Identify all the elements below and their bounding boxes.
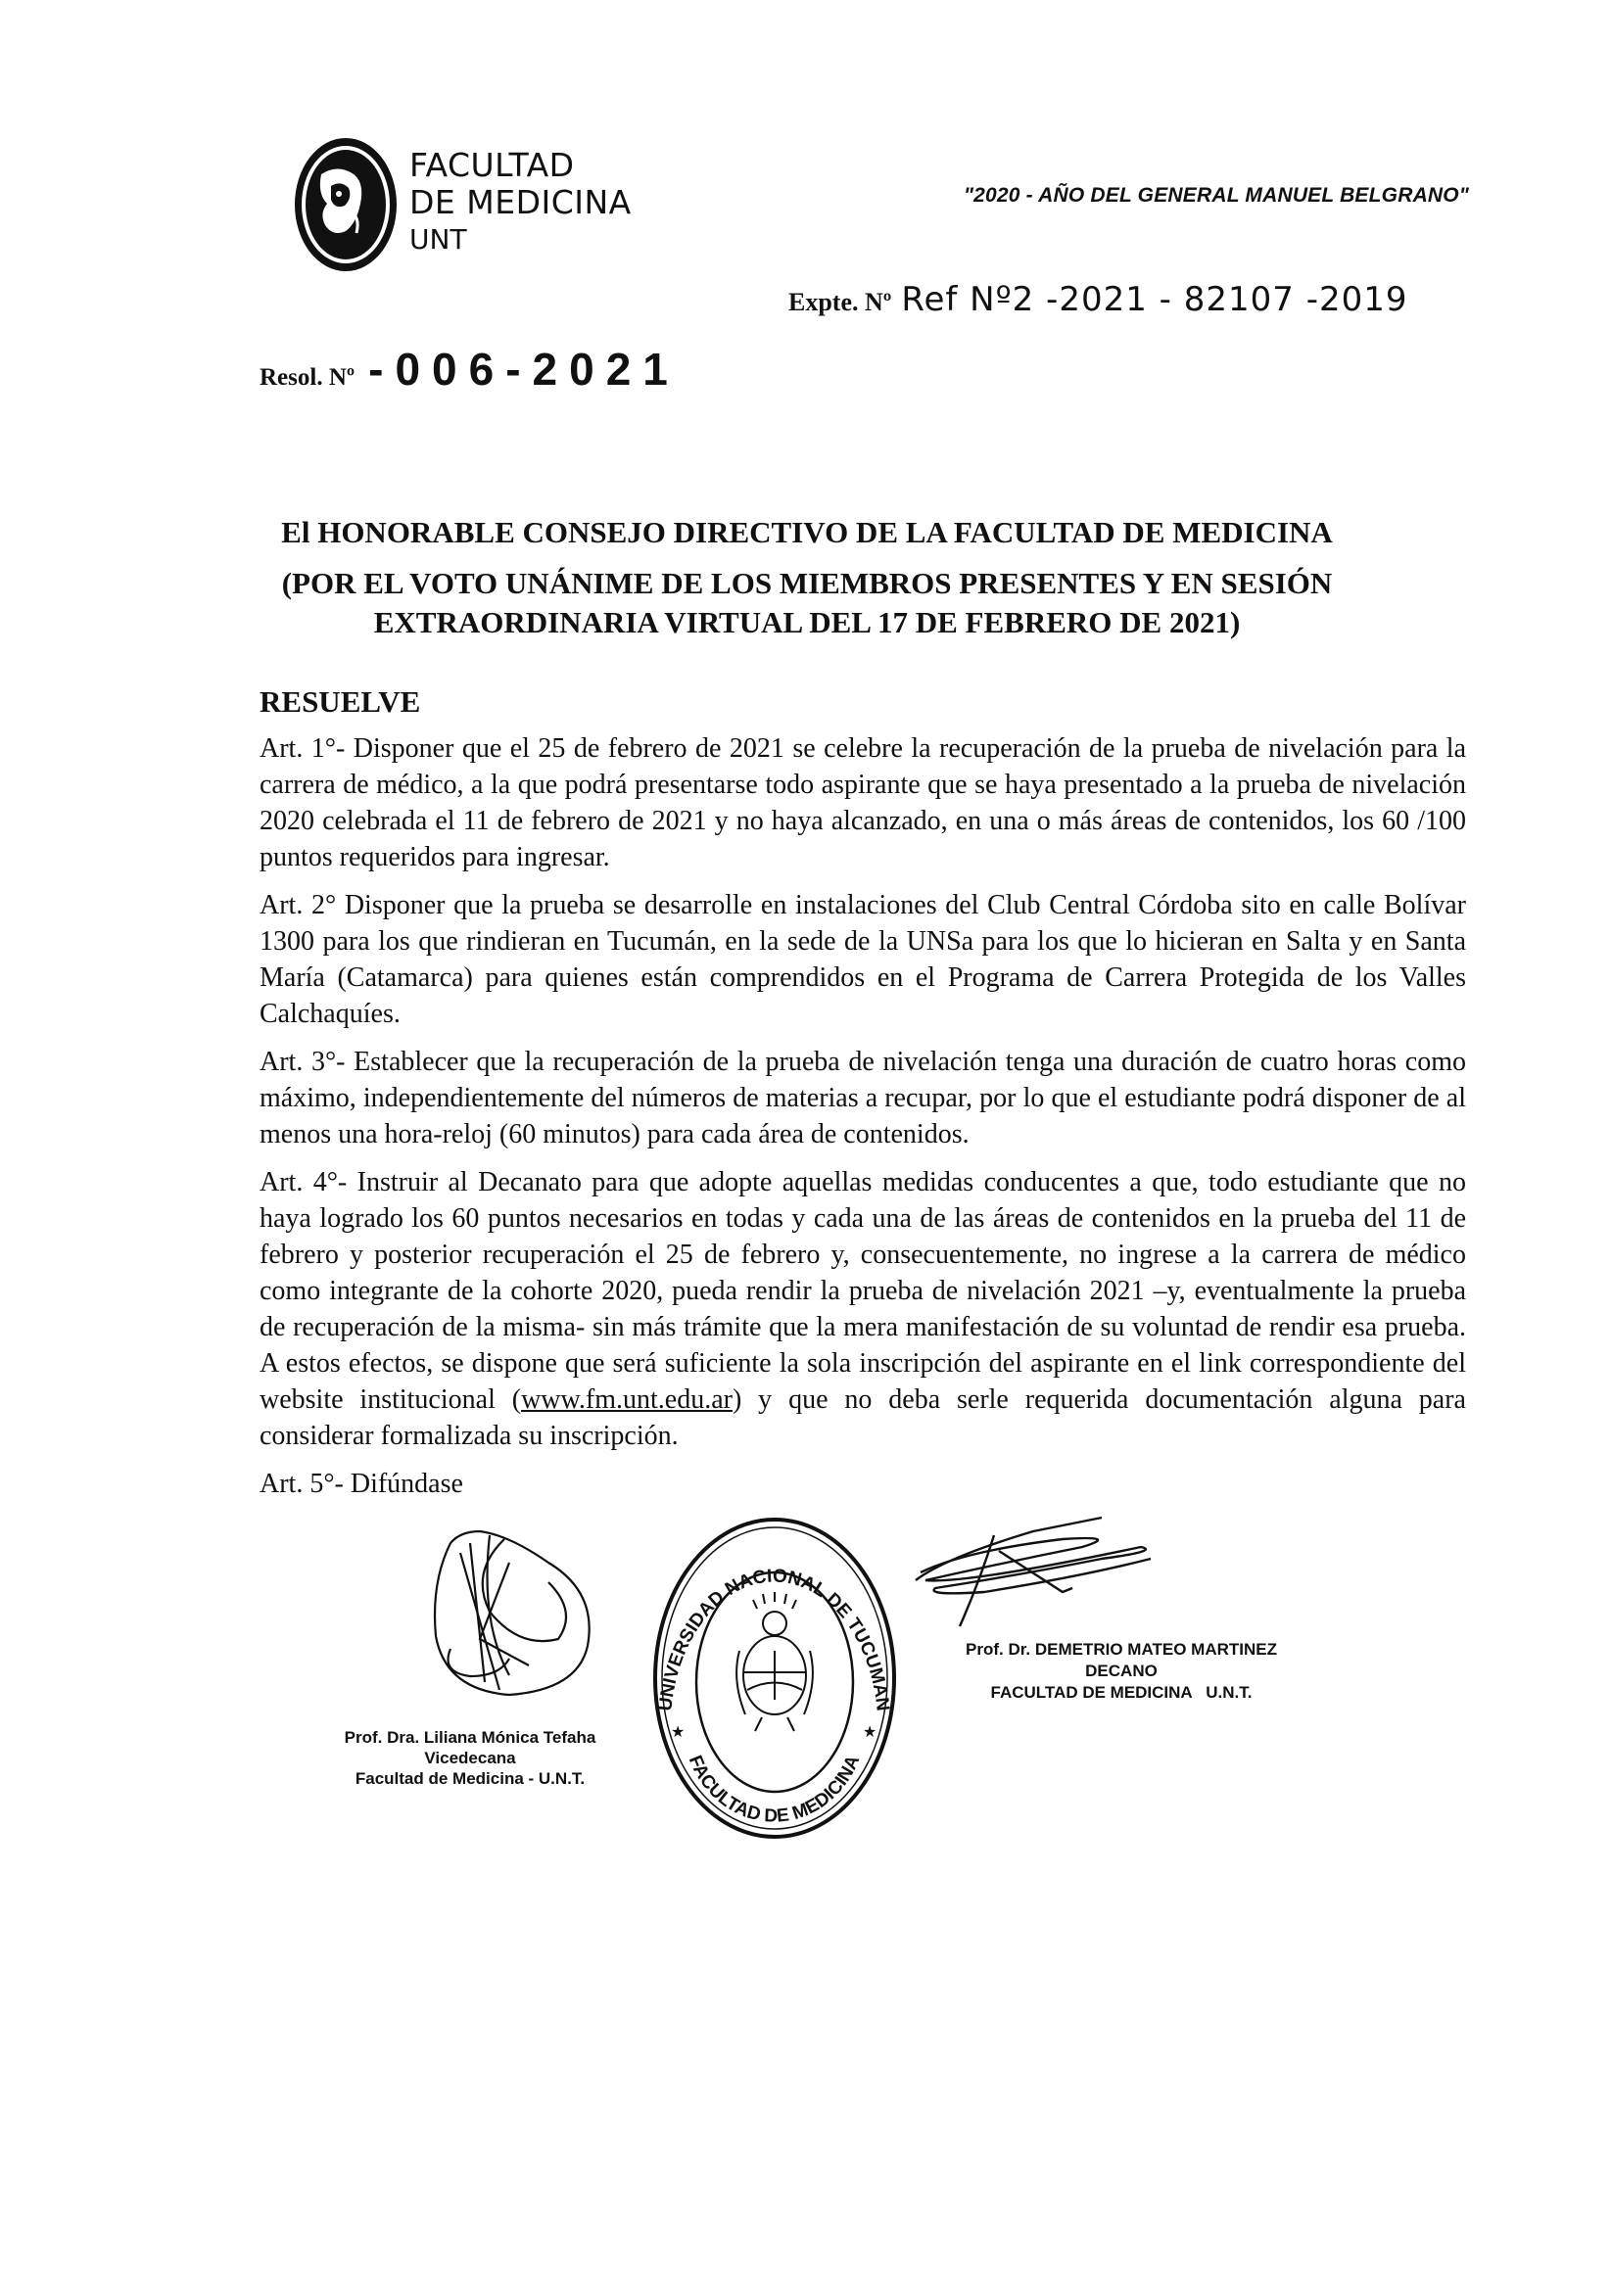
logo-line-3: UNT (409, 223, 467, 256)
faculty-logo-text (409, 147, 632, 258)
article-4 (260, 1164, 1466, 1454)
articles-body (260, 730, 1466, 1502)
expediente-label: Expte. Nº (788, 288, 892, 316)
article-3: Art. 3°- Establecer que la recuperación de la prueba de nivelación tenga una duración de cuatro horas como máximo, independientemente del números de materias a recupar, por lo que el estudiante podrá disponer de al menos una hora-reloj (60 minutos) para cada área de contenidos. (260, 1047, 1466, 1149)
vicedecana-institution: Facultad de Medicina - U.N.T. (355, 1769, 586, 1788)
decano-signature-block (925, 1639, 1317, 1704)
resolution-row (260, 343, 1469, 396)
year-motto: "2020 - AÑO DEL GENERAL MANUEL BELGRANO" (963, 184, 1469, 207)
decano-signature (906, 1514, 1161, 1631)
article-2: Art. 2° Disponer que la prueba se desarrolle en instalaciones del Club Central Córdoba sito en calle Bolívar 1300 para los que rindieran en Tucumán, en la sede de la UNSa para los que lo hicieran en Salta y en Santa María (Catamarca) para quienes están comprendidos en el Programa de Carrera Protegida de los Valles Calchaquíes. (260, 890, 1466, 1029)
vicedecana-name: Prof. Dra. Liliana Mónica Tefaha (344, 1728, 596, 1747)
website-link[interactable]: www.fm.unt.edu.ar (521, 1384, 733, 1415)
stamp-top-text: UNIVERSIDAD NACIONAL DE TUCUMAN (655, 1566, 893, 1712)
stamp-star-right-icon: ★ (863, 1724, 877, 1741)
logo-line-1: FACULTAD (409, 146, 575, 184)
signature-area (260, 1514, 1466, 1847)
decano-name: Prof. Dr. DEMETRIO MATEO MARTINEZ (966, 1640, 1277, 1659)
resuelve-heading: RESUELVE (260, 684, 421, 719)
expediente-number (788, 280, 1469, 319)
university-stamp (649, 1514, 899, 1842)
title-line-vote: (POR EL VOTO UNÁNIME DE LOS MIEMBROS PRESENTES Y EN SESIÓN EXTRAORDINARIA VIRTUAL DEL 17 DE FEBRERO DE 2021) (281, 566, 1333, 639)
faculty-seal-logo (292, 135, 400, 274)
article-1: Art. 1°- Disponer que el 25 de febrero de 2021 se celebre la recuperación de la prueba de nivelación para la carrera de médico, a la que podrá presentarse todo aspirante que se haya presentado a la prueba de nivelación 2020 celebrada el 11 de febrero de 2021 y no haya alcanzado, en una o más áreas de contenidos, los 60 /100 puntos requeridos para ingresar. (260, 733, 1466, 872)
vicedecana-signature-block (299, 1727, 641, 1789)
article-5: Art. 5°- Difúndase (260, 1469, 463, 1499)
title-line-council: El HONORABLE CONSEJO DIRECTIVO DE LA FACULTAD DE MEDICINA (281, 515, 1333, 549)
decano-institution: FACULTAD DE MEDICINA U.N.T. (990, 1683, 1253, 1702)
letterhead (260, 135, 1469, 274)
stamp-star-left-icon: ★ (671, 1724, 686, 1741)
expediente-value-handwritten: Ref Nº2 -2021 - 82107 -2019 (901, 280, 1408, 319)
article-4-text-before: Art. 4°- Instruir al Decanato para que adopte aquellas medidas conducentes a que, todo estudiante que no haya logrado los 60 puntos necesarios en todas y cada una de las áreas de contenidos en la prueba del 11 de febrero y posterior recuperación el 25 de febrero y, consecuentemente, no ingrese a la carrera de médico como integrante de la cohorte 2020, pueda rendir la prueba de nivelación 2021 –y, eventualmente la prueba de recuperación de la misma- sin más trámite que la mera manifestación de su voluntad de rendir esa prueba. A estos efectos, se dispone que será suficiente la sola inscripción del aspirante en el link correspondiente del website institucional ( (260, 1167, 1466, 1415)
vicedecana-role: Vicedecana (424, 1749, 516, 1767)
argentine-coat-of-arms-icon (736, 1592, 813, 1731)
faculty-logo (292, 135, 632, 274)
article-4-text-after: ) y que no deba serle requerida documentación alguna para considerar formalizada su inscripción. (260, 1384, 1466, 1451)
resolution-title (255, 513, 1359, 642)
resolution-number: -006-2021 (368, 344, 680, 395)
stamp-bottom-text: FACULTAD DE MEDICINA (684, 1752, 865, 1827)
resolution-label: Resol. Nº (260, 364, 355, 391)
vicedecana-signature (392, 1514, 627, 1724)
logo-line-2: DE MEDICINA (409, 183, 632, 221)
decano-role: DECANO (1085, 1662, 1158, 1680)
